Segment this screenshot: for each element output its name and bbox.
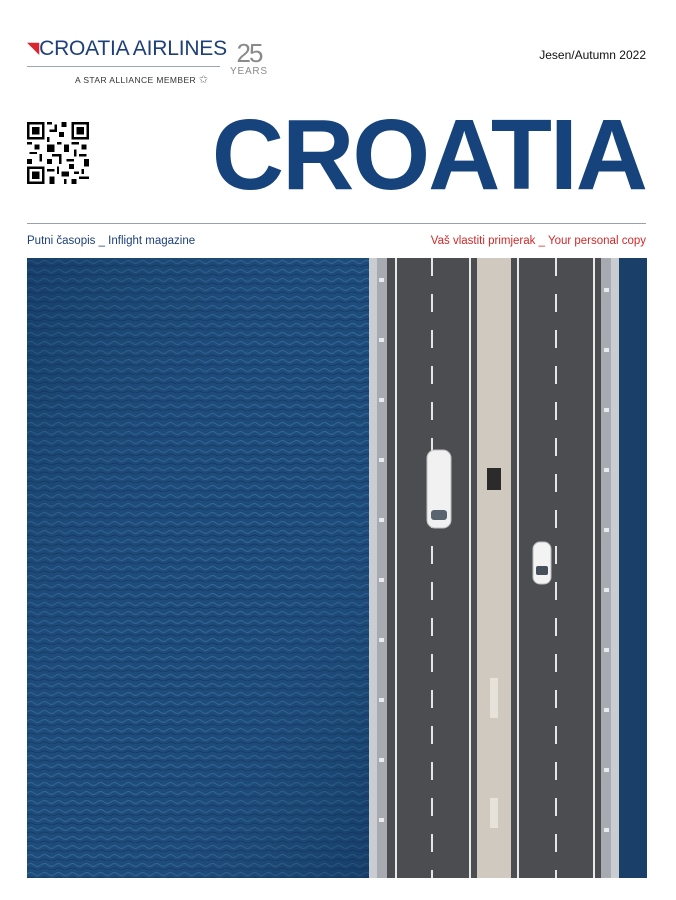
personal-copy-label: Vaš vlastiti primjerak _ Your personal copy (430, 235, 646, 247)
magazine-title: CROATIA (211, 99, 646, 211)
car-icon (533, 542, 551, 584)
star-alliance-icon: ✩ (198, 74, 209, 86)
anniversary-badge (230, 40, 268, 77)
anniversary-word: YEARS (230, 66, 268, 77)
magazine-subtitle: Putni časopis _ Inflight magazine (27, 235, 196, 247)
cover-photo (27, 258, 647, 878)
croatia-airlines-logo (27, 38, 227, 86)
logo-chevron-icon: ◥ (27, 40, 40, 57)
logo-divider (27, 66, 220, 67)
masthead-divider (27, 223, 646, 224)
brand-name: CROATIA AIRLINES (39, 37, 227, 60)
anniversary-number: 25 (236, 38, 262, 68)
van-icon (427, 450, 451, 528)
airline-brand (27, 38, 227, 60)
alliance-member-text: A STAR ALLIANCE MEMBER ✩ (75, 74, 209, 86)
issue-label: Jesen/Autumn 2022 (539, 48, 646, 62)
qr-code-icon[interactable] (27, 122, 89, 184)
